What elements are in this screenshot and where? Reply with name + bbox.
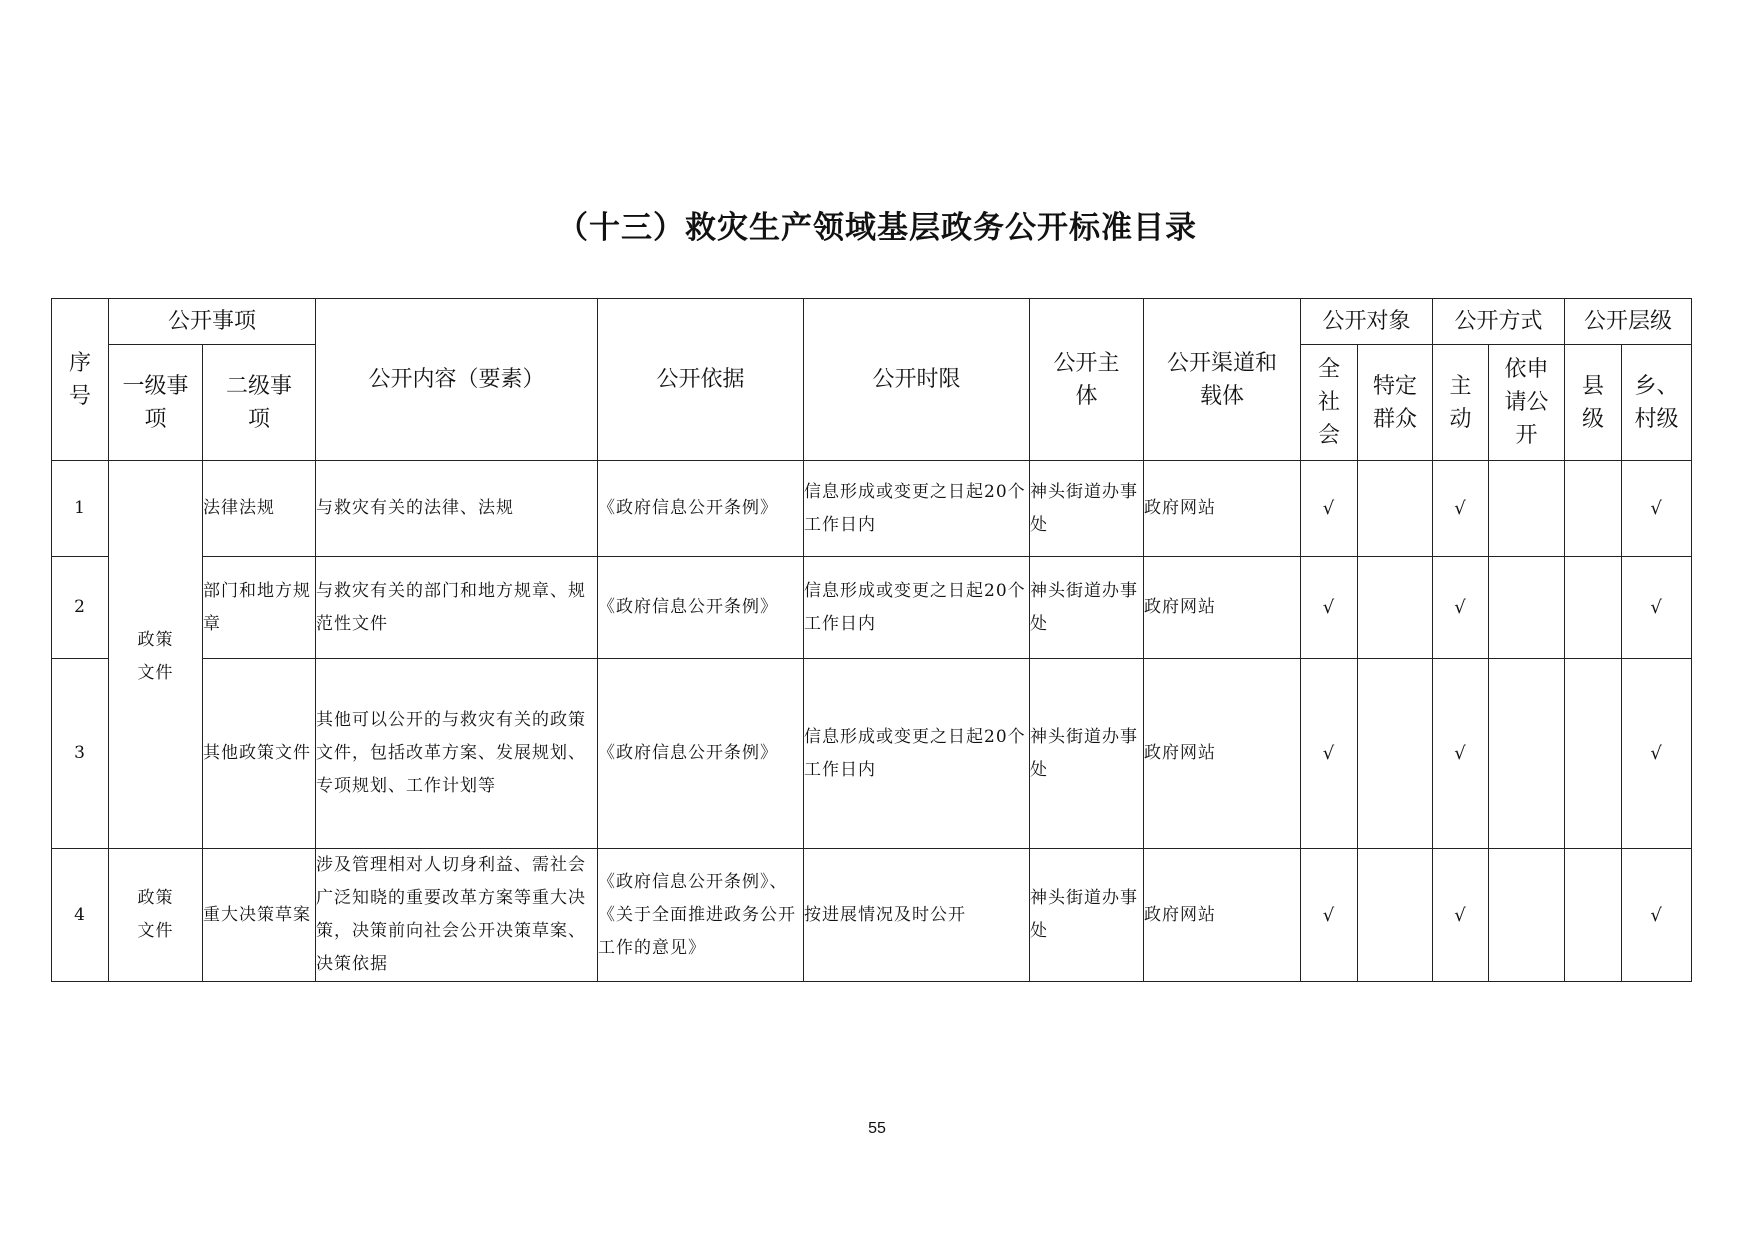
cell-seq: 1	[52, 461, 109, 557]
header-level1: 一级事项	[109, 345, 203, 461]
header-target-all: 全社会	[1301, 345, 1358, 461]
cell-level2: 法律法规	[203, 461, 316, 557]
cell-target-all: √	[1301, 849, 1358, 982]
cell-seq: 2	[52, 557, 109, 659]
cell-target-all: √	[1301, 659, 1358, 849]
cell-content: 与救灾有关的部门和地方规章、规范性文件	[316, 557, 598, 659]
cell-mode-request	[1489, 557, 1565, 659]
header-content: 公开内容（要素）	[316, 299, 598, 461]
header-level-group: 公开层级	[1565, 299, 1692, 345]
header-mode-request: 依申请公开	[1489, 345, 1565, 461]
cell-seq: 4	[52, 849, 109, 982]
header-mode-active: 主动	[1433, 345, 1489, 461]
header-matter-group: 公开事项	[109, 299, 316, 345]
cell-level-county	[1565, 849, 1622, 982]
cell-level1: 政策文件	[109, 849, 203, 982]
header-target-specific: 特定群众	[1358, 345, 1433, 461]
cell-level-county	[1565, 557, 1622, 659]
cell-channel: 政府网站	[1144, 557, 1301, 659]
cell-channel: 政府网站	[1144, 849, 1301, 982]
cell-mode-active: √	[1433, 461, 1489, 557]
cell-mode-request	[1489, 461, 1565, 557]
cell-target-all: √	[1301, 461, 1358, 557]
table-row	[52, 461, 1692, 557]
cell-subject: 神头街道办事处	[1030, 557, 1144, 659]
cell-subject: 神头街道办事处	[1030, 659, 1144, 849]
cell-basis: 《政府信息公开条例》	[598, 461, 804, 557]
page-title: （十三）救灾生产领域基层政务公开标准目录	[557, 210, 1197, 246]
cell-time-limit: 信息形成或变更之日起20个工作日内	[804, 557, 1030, 659]
cell-level-county	[1565, 461, 1622, 557]
catalog-table	[51, 298, 1692, 982]
cell-target-specific	[1358, 659, 1433, 849]
cell-level-township: √	[1622, 461, 1692, 557]
cell-channel: 政府网站	[1144, 659, 1301, 849]
header-level-county: 县级	[1565, 345, 1622, 461]
cell-level2: 其他政策文件	[203, 659, 316, 849]
cell-level-township: √	[1622, 659, 1692, 849]
cell-content: 与救灾有关的法律、法规	[316, 461, 598, 557]
cell-level-township: √	[1622, 849, 1692, 982]
header-channel: 公开渠道和载体	[1144, 299, 1301, 461]
cell-level2: 重大决策草案	[203, 849, 316, 982]
header-basis: 公开依据	[598, 299, 804, 461]
cell-seq: 3	[52, 659, 109, 849]
header-mode-group: 公开方式	[1433, 299, 1565, 345]
cell-time-limit: 信息形成或变更之日起20个工作日内	[804, 659, 1030, 849]
cell-level-county	[1565, 659, 1622, 849]
cell-mode-request	[1489, 659, 1565, 849]
header-level-township: 乡、村级	[1622, 345, 1692, 461]
cell-channel: 政府网站	[1144, 461, 1301, 557]
cell-level-township: √	[1622, 557, 1692, 659]
header-subject: 公开主体	[1030, 299, 1144, 461]
cell-subject: 神头街道办事处	[1030, 849, 1144, 982]
cell-subject: 神头街道办事处	[1030, 461, 1144, 557]
cell-basis: 《政府信息公开条例》、《关于全面推进政务公开工作的意见》	[598, 849, 804, 982]
cell-mode-active: √	[1433, 557, 1489, 659]
cell-target-all: √	[1301, 557, 1358, 659]
cell-target-specific	[1358, 461, 1433, 557]
cell-mode-request	[1489, 849, 1565, 982]
cell-target-specific	[1358, 557, 1433, 659]
cell-level2: 部门和地方规章	[203, 557, 316, 659]
table-row	[52, 557, 1692, 659]
cell-time-limit: 按进展情况及时公开	[804, 849, 1030, 982]
cell-target-specific	[1358, 849, 1433, 982]
header-time-limit: 公开时限	[804, 299, 1030, 461]
cell-basis: 《政府信息公开条例》	[598, 659, 804, 849]
cell-content: 其他可以公开的与救灾有关的政策文件，包括改革方案、发展规划、专项规划、工作计划等	[316, 659, 598, 849]
cell-level1: 政策文件	[109, 461, 203, 849]
cell-mode-active: √	[1433, 849, 1489, 982]
table-row	[52, 849, 1692, 982]
cell-basis: 《政府信息公开条例》	[598, 557, 804, 659]
cell-content: 涉及管理相对人切身利益、需社会广泛知晓的重要改革方案等重大决策，决策前向社会公开决策草案、决策依据	[316, 849, 598, 982]
cell-time-limit: 信息形成或变更之日起20个工作日内	[804, 461, 1030, 557]
header-target-group: 公开对象	[1301, 299, 1433, 345]
page-number: 55	[868, 1120, 886, 1137]
header-seq: 序号	[52, 299, 109, 461]
header-level2: 二级事项	[203, 345, 316, 461]
cell-mode-active: √	[1433, 659, 1489, 849]
table-row	[52, 659, 1692, 849]
